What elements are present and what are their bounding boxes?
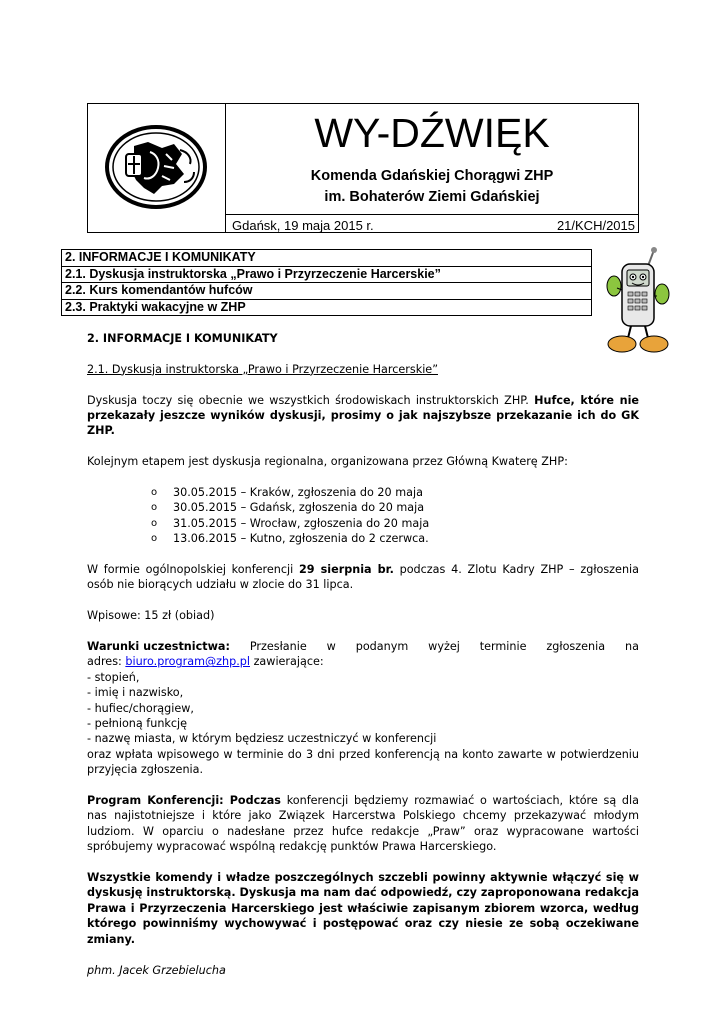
list-item: o 31.05.2015 – Wrocław, zgłoszenia do 20 maja	[151, 516, 639, 531]
section-heading: 2. INFORMACJE I KOMUNIKATY	[87, 332, 278, 345]
text-span: Dyskusja toczy się obecnie we wszystkich środowiskach instruktorskich ZHP.	[87, 393, 529, 407]
paragraph-regional: Kolejnym etapem jest dyskusja regionalna, organizowana przez Główną Kwaterę ZHP:	[87, 455, 568, 469]
signature: phm. Jacek Grzebielucha	[87, 963, 226, 977]
organization-patron: im. Bohaterów Ziemi Gdańskiej	[324, 189, 540, 205]
text-span: podczas 4. Zlotu Kadry ZHP – zgłoszenia osób nie biorących udziału w zlocie do 31 lipca.	[87, 563, 639, 592]
condition-item: - nazwę miasta, w którym będziesz uczestniczyć w konferencji	[87, 732, 437, 746]
organization-name: Komenda Gdańskiej Chorągwi ZHP	[310, 168, 554, 184]
text-span: W formie ogólnopolskiej konferencji	[87, 563, 294, 577]
subsection-heading: 2.1. Dyskusja instruktorska „Prawo i Przyrzeczenie Harcerskie”	[87, 362, 438, 376]
text-span: podanym	[355, 640, 409, 654]
toc-item[interactable]: 2.2. Kurs komendantów hufców	[62, 283, 591, 300]
paragraph-program	[87, 793, 639, 855]
text-span: w	[326, 640, 336, 654]
newsletter-title: WY-DŹWIĘK	[314, 110, 550, 156]
condition-item: - pełnioną funkcję	[87, 717, 188, 731]
text-span: terminie	[479, 640, 527, 654]
conditions-line	[87, 639, 639, 654]
conditions-label: Warunki uczestnictwa:	[87, 640, 230, 654]
payment-text: oraz wpłata wpisowego w terminie do 3 dni przed konferencją na konto zawarte w potwierdzeniu przyjęcia zgłoszenia.	[87, 747, 639, 777]
toc-item[interactable]: 2. INFORMACJE I KOMUNIKATY	[62, 250, 591, 267]
dates-list	[151, 485, 639, 547]
text-span: Przesłanie	[249, 640, 307, 654]
bold-text-span: Program Konferencji: Podczas	[87, 794, 281, 808]
article-content	[87, 331, 639, 978]
text-span: zawierające:	[253, 655, 324, 669]
issue-info-row	[226, 214, 638, 232]
condition-item: - imię i nazwisko,	[87, 686, 184, 700]
condition-item: - hufiec/chorągiew,	[87, 701, 194, 715]
paragraph-discussion	[87, 393, 639, 439]
bold-text-span: Hufce, które nie przekazały jeszcze wyników dyskusji, prosimy o jak najszybsze przekazanie ich do GK ZHP.	[87, 393, 640, 438]
issue-date: Gdańsk, 19 maja 2015 r.	[232, 218, 374, 233]
logo-cell	[88, 104, 226, 232]
text-span: na	[624, 640, 639, 654]
text-span: wyżej	[428, 640, 460, 654]
text-span: zgłoszenia	[546, 640, 606, 654]
bold-text-span: 29 sierpnia br.	[298, 563, 394, 577]
paragraph-conference	[87, 562, 639, 593]
list-item: o 30.05.2015 – Gdańsk, zgłoszenia do 20 maja	[151, 500, 639, 515]
fee-text: Wpisowe: 15 zł (obiad)	[87, 609, 215, 623]
griffin-emblem-logo	[104, 124, 208, 210]
list-item: o 13.06.2015 – Kutno, zgłoszenia do 2 czerwca.	[151, 531, 639, 546]
toc-item[interactable]: 2.3. Praktyki wakacyjne w ZHP	[65, 299, 246, 314]
condition-item: - stopień,	[87, 670, 140, 684]
address-line	[87, 654, 639, 669]
text-span: konferencji będziemy rozmawiać o wartościach, które są dla nas najistotniejsze i które jako Związek Harcerstwa Polskiego chcemy przekazywać młodym ludziom. W oparciu o nadesłane przez hufce redakcje „Praw” oraz wypracowane wartości spróbujemy wypracować wspólną redakcję punktów Prawa Harcerskiego.	[87, 794, 640, 854]
paragraph-appeal: Wszystkie komendy i władze poszczególnych szczebli powinny aktywnie włączyć się w dyskusję instruktorską. Dyskusja ma nam dać odpowiedź, czy zaproponowana redakcja Prawa i Przyrzeczenia Harcerskiego jest właściwie zapisanym zbiorem wzorca, według którego powinniśmy wychowywać i postępować oraz czy niesie ze sobą oczekiwane zmiany.	[87, 871, 639, 946]
text-span: adres:	[87, 655, 122, 669]
table-of-contents	[61, 249, 592, 316]
toc-item[interactable]: 2.1. Dyskusja instruktorska „Prawo i Przyrzeczenie Harcerskie”	[62, 267, 591, 284]
list-item: o 30.05.2015 – Kraków, zgłoszenia do 20 maja	[151, 485, 639, 500]
email-link[interactable]: biuro.program@zhp.pl	[125, 655, 250, 669]
issue-reference: 21/KCH/2015	[556, 218, 635, 233]
header-box	[87, 103, 639, 233]
